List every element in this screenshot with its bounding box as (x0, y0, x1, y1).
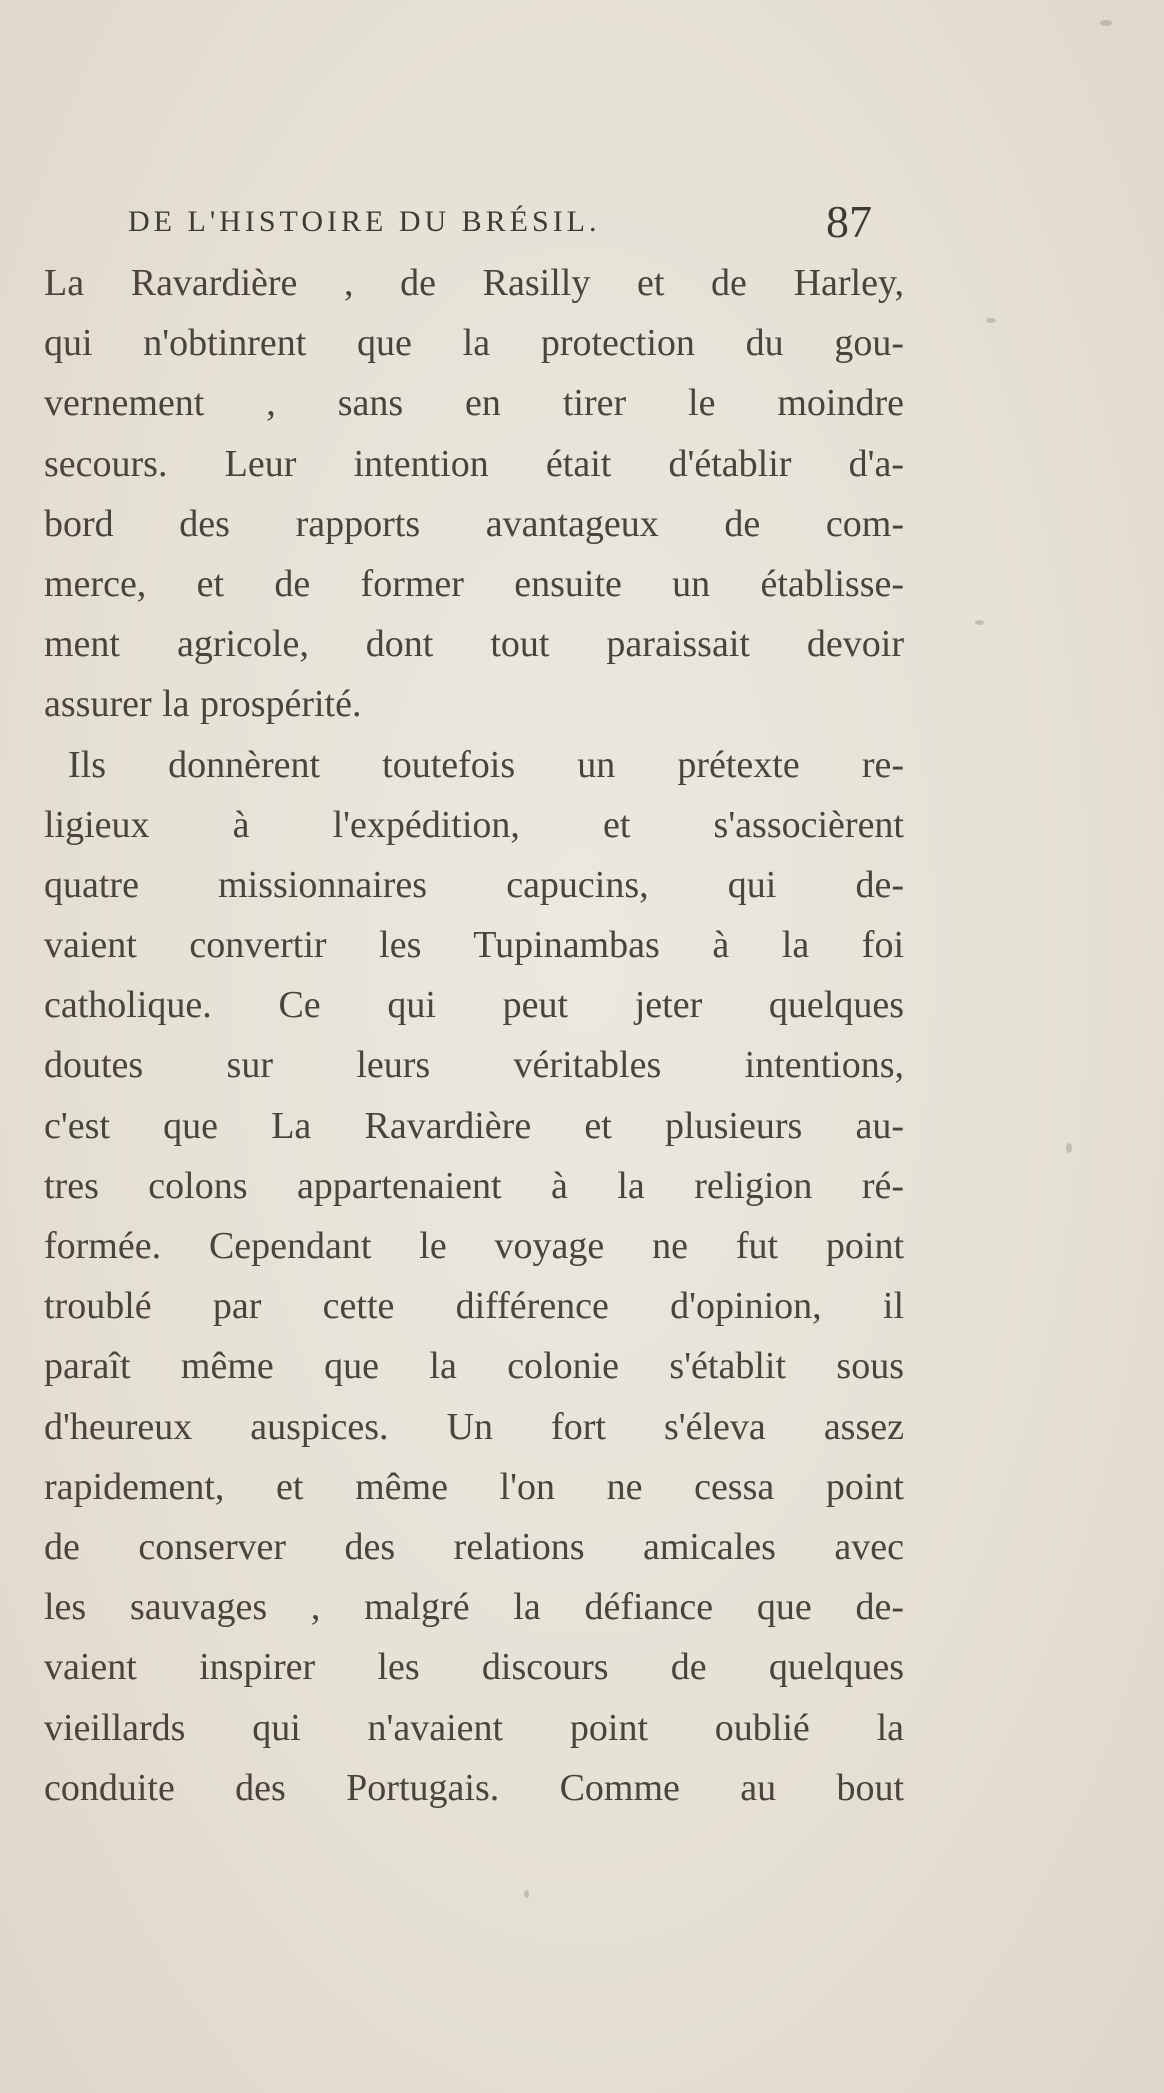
text-line: rapidement, et même l'on ne cessa point (44, 1465, 904, 1508)
text-line: merce, et de former ensuite un établisse- (44, 562, 904, 605)
page-number: 87 (826, 196, 872, 247)
text-line: bord des rapports avantageux de com- (44, 502, 904, 545)
running-head (0, 195, 1164, 255)
text-line: doutes sur leurs véritables intentions, (44, 1044, 904, 1087)
text-line: vaient inspirer les discours de quelques (44, 1646, 904, 1689)
running-title: DE L'HISTOIRE DU BRÉSIL. (128, 205, 601, 238)
text-line: catholique. Ce qui peut jeter quelques (44, 984, 904, 1027)
text-line: quatre missionnaires capucins, qui de- (44, 863, 904, 906)
text-line: ment agricole, dont tout paraissait devoir (44, 623, 904, 666)
text-line: qui n'obtinrent que la protection du gou- (44, 322, 904, 365)
text-line: tres colons appartenaient à la religion ré- (44, 1164, 904, 1207)
text-line: les sauvages , malgré la défiance que de- (44, 1586, 904, 1629)
text-line: vaient convertir les Tupinambas à la foi (44, 924, 904, 967)
text-line: La Ravardière , de Rasilly et de Harley, (44, 262, 904, 304)
text-line: vernement , sans en tirer le moindre (44, 382, 904, 425)
paper-speck (1100, 20, 1112, 26)
paper-speck (1066, 1143, 1072, 1153)
text-line: c'est que La Ravardière et plusieurs au- (44, 1104, 904, 1147)
text-line: troublé par cette différence d'opinion, il (44, 1285, 904, 1328)
paper-speck (986, 318, 996, 323)
text-line: assurer la prospérité. (44, 683, 362, 726)
text-line: Ils donnèrent toutefois un prétexte re- (68, 743, 904, 786)
text-line: de conserver des relations amicales avec (44, 1525, 904, 1568)
text-line: d'heureux auspices. Un fort s'éleva assez (44, 1405, 904, 1448)
text-line: ligieux à l'expédition, et s'associèrent (44, 803, 904, 846)
paper-speck (524, 1890, 529, 1898)
text-line: conduite des Portugais. Comme au bout (44, 1766, 904, 1809)
paper-speck (975, 620, 984, 625)
text-line: secours. Leur intention était d'établir d'a- (44, 442, 904, 485)
body-text (44, 253, 904, 1818)
text-line: paraît même que la colonie s'établit sous (44, 1345, 904, 1388)
text-line: vieillards qui n'avaient point oublié la (44, 1706, 904, 1749)
text-line: formée. Cependant le voyage ne fut point (44, 1225, 904, 1267)
